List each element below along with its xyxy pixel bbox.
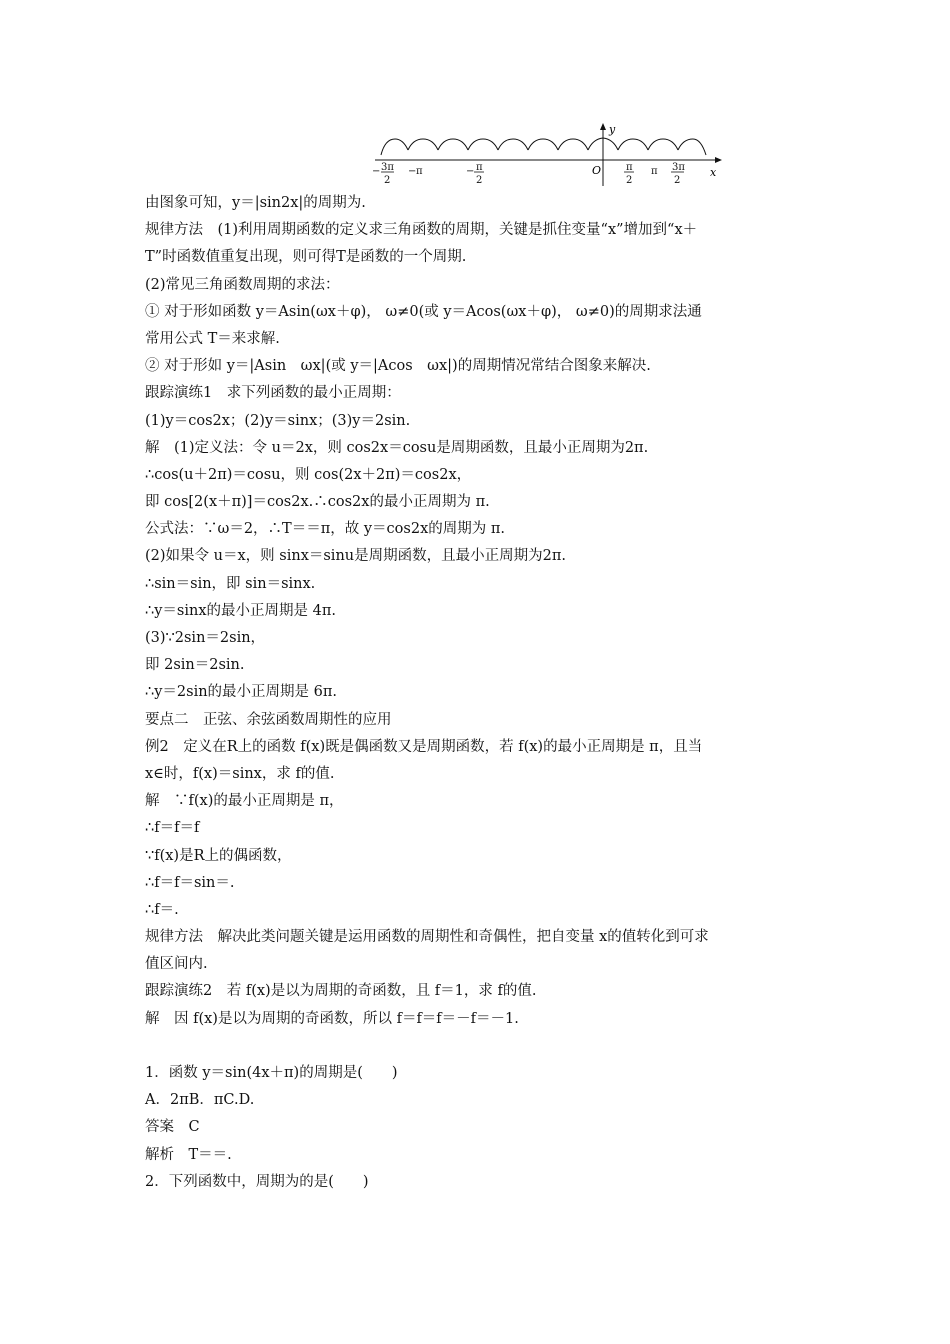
text-line: ∴cos(u＋2π)＝cosu，则 cos(2x＋2π)＝cos2x，: [145, 466, 472, 483]
question-line: 1．函数 y＝sin(4x＋π)的周期是( ): [145, 1065, 398, 1081]
curve-arc: [648, 139, 678, 150]
y-axis-arrow: [600, 123, 606, 130]
document-page: [145, 118, 815, 1196]
origin-label: O: [592, 164, 602, 177]
text-line: 例2 定义在R上的函数 f(x)既是偶函数又是周期函数，若 f(x)的最小正周期是 π，且当: [145, 738, 703, 755]
tick-numerator: π: [476, 162, 483, 173]
text-line: ∴y＝sinx的最小正周期是 4π.: [145, 602, 336, 619]
text-line: T”时函数值重复出现，则可得T是函数的一个周期.: [145, 249, 467, 266]
tick-numerator: 3π: [381, 162, 394, 173]
curve-arc: [468, 139, 498, 150]
text-line: 解 因 f(x)是以为周期的奇函数，所以 f＝f＝f＝－f＝－1.: [145, 1010, 519, 1027]
curve-arc: [408, 139, 438, 150]
curve-arcs: [381, 138, 706, 155]
text-line: 由图象可知，y＝|sin2x|的周期为.: [145, 195, 366, 211]
x-axis-label: x: [710, 166, 717, 179]
curve-arc: [618, 139, 648, 150]
curve-arc: [498, 139, 528, 150]
tick-sign: −: [466, 166, 475, 177]
abs-sin2x-graph: [370, 118, 730, 190]
document-body: [145, 190, 815, 1196]
text-line: 即 2sin＝2sin.: [145, 657, 245, 674]
text-line: ∴f＝.: [145, 901, 179, 918]
text-line: ∴f＝f＝sin＝.: [145, 874, 235, 891]
text-line: 即 cos[2(x＋π)]＝cos2x.∴cos2x的最小正周期为 π.: [145, 494, 490, 511]
y-axis-label: y: [609, 123, 616, 136]
tick-sign: −: [408, 166, 417, 177]
tick-numerator: 3π: [672, 162, 685, 173]
text-line: ∵f(x)是R上的偶函数，: [145, 847, 292, 864]
curve-arc: [678, 139, 706, 155]
text-line: 跟踪演练1 求下列函数的最小正周期：: [145, 385, 401, 402]
abs-sin-graph-figure: [145, 118, 815, 190]
question-line: 2．下列函数中，周期为的是( ): [145, 1173, 369, 1190]
tick-numerator: π: [626, 162, 633, 173]
text-line: 规律方法 解决此类问题关键是运用函数的周期性和奇偶性，把自变量 x的值转化到可求: [145, 929, 709, 946]
text-line: ∴y＝2sin的最小正周期是 6π.: [145, 684, 338, 701]
curve-arc: [528, 139, 558, 150]
tick-sign: −: [372, 166, 381, 177]
blank-line: [145, 1033, 815, 1060]
text-line: 解 (1)定义法：令 u＝2x，则 cos2x＝cosu是周期函数，且最小正周期为2π.: [145, 439, 649, 456]
text-line: (2)常见三角函数周期的求法：: [145, 276, 340, 293]
text-line: ① 对于形如函数 y＝Asin(ωx＋φ)， ω≠0(或 y＝Acos(ωx＋φ)， ω≠0)的周期求法通: [145, 303, 702, 320]
text-line: x∈时，f(x)＝sinx，求 f的值.: [145, 765, 335, 782]
answer-line: 答案 C: [145, 1119, 200, 1136]
tick-numerator: π: [416, 166, 423, 177]
text-line: ∴sin＝sin，即 sin＝sinx.: [145, 575, 316, 592]
curve-arc: [381, 139, 408, 155]
text-line: 跟踪演练2 若 f(x)是以为周期的奇函数，且 f＝1，求 f的值.: [145, 983, 537, 1000]
tick-denominator: 2: [626, 175, 633, 186]
text-line: (3)∵2sin＝2sin，: [145, 630, 266, 646]
text-line: ② 对于形如 y＝|Asin ωx|(或 y＝|Acos ωx|)的周期情况常结合图象来解决.: [145, 358, 651, 375]
text-line: 规律方法 (1)利用周期函数的定义求三角函数的周期，关键是抓住变量“x”增加到“x＋: [145, 222, 698, 239]
tick-denominator: 2: [384, 175, 391, 186]
curve-arc: [558, 139, 588, 150]
text-line: (1)y＝cos2x；(2)y＝sinx；(3)y＝2sin.: [145, 412, 411, 429]
x-axis-arrow: [715, 157, 722, 163]
tick-labels: [372, 162, 685, 186]
section-heading: 要点二 正弦、余弦函数周期性的应用: [145, 711, 392, 728]
text-line: 值区间内.: [145, 956, 208, 973]
text-line: 解 ∵f(x)的最小正周期是 π，: [145, 793, 344, 810]
text-line: ∴f＝f＝f: [145, 820, 200, 837]
tick-denominator: 2: [476, 175, 483, 186]
analysis-line: 解析 T＝＝.: [145, 1146, 232, 1163]
text-line: 公式法：∵ω＝2，∴T＝＝π，故 y＝cos2x的周期为 π.: [145, 521, 505, 538]
text-line: (2)如果令 u＝x，则 sinx＝sinu是周期函数，且最小正周期为2π.: [145, 548, 566, 565]
tick-denominator: 2: [674, 175, 681, 186]
options-line: A．2πB．πC.D.: [145, 1092, 255, 1109]
curve-arc: [438, 139, 468, 150]
text-line: 常用公式 T＝来求解.: [145, 330, 280, 347]
tick-numerator: π: [651, 166, 658, 177]
